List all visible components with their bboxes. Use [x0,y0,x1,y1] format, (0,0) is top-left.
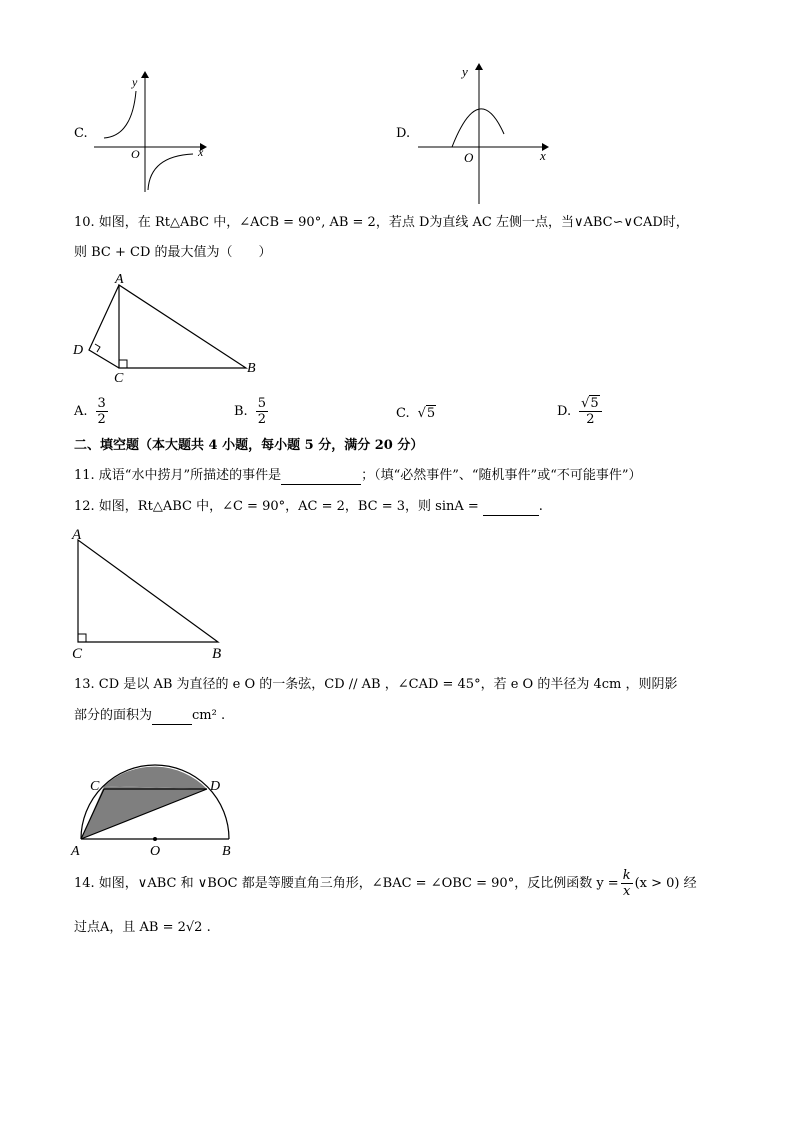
sqrt: √5 [417,406,436,421]
x-axis-label: x [540,148,546,163]
label-d: D [210,779,221,794]
label-a: A [71,844,80,859]
origin-label: O [464,150,474,165]
q10-figure [70,272,270,384]
q13-line2: 部分的面积为 cm² . [74,708,226,723]
label-a: A [115,272,124,287]
option-c-graph [88,66,218,196]
triangle-cad [89,285,119,368]
option-c-label: C. [74,126,88,141]
fraction: $\frac{√5}{2}$ [579,396,602,427]
q12-figure [66,524,236,664]
q10-option-a[interactable]: A. $\frac{3}{2}$ [74,396,106,427]
q10-option-c[interactable]: C. √5 [396,406,436,421]
q13-figure [66,760,246,860]
section-heading: 二、填空题（本大题共 4 小题，每小题 5 分，满分 20 分） [74,438,424,453]
q10-line1: 10. 如图，在 Rt△ABC 中，∠ACB = 90°, AB = 2，若点 D为直线 AC 左侧一点，当∨ABC∽∨CAD时， [74,215,689,230]
center-o [153,837,157,841]
label-b: B [222,844,231,859]
triangle-abc [119,285,246,368]
fraction: $\frac{k}{x}$ [622,868,631,899]
option-d-label: D. [396,126,411,141]
q10-option-d[interactable]: D. $\frac{√5}{2}$ [557,396,602,427]
q14-line1: 14. 如图，∨ABC 和 ∨BOC 都是等腰直角三角形，∠BAC = ∠OBC = 90°，反比例函数 y = $\frac{k}{x}$ (x > 0) 经 [74,868,697,899]
label-b: B [247,361,256,376]
q14-line2: 过点A，且 AB = 2√2 . [74,920,211,935]
y-axis-label: y [462,64,468,79]
q10-line2: 则 BC + CD 的最大值为（ ） [74,245,272,260]
parabola [452,109,504,147]
y-axis-label: y [132,75,138,89]
label-c: C [114,371,124,384]
sqrt: √5 [579,396,602,412]
q10-option-b[interactable]: B. $\frac{5}{2}$ [234,396,266,427]
q11: 11. 成语“水中捞月”所描述的事件是 ；（填“必然事件”、“随机事件”或“不可能事件”） [74,468,642,483]
right-angle-c [78,634,86,642]
label-d: D [73,343,84,358]
origin-label: O [131,147,140,161]
label-c: C [72,646,83,662]
label-a: A [72,527,82,543]
answer-blank[interactable] [281,470,361,485]
fraction: $\frac{5}{2}$ [257,396,266,427]
label-b: B [212,646,222,662]
curve-left [104,91,136,138]
q13-line1: 13. CD 是以 AB 为直径的 e O 的一条弦，CD // AB ，∠CAD = 45°，若 e O 的半径为 4cm ，则阴影 [74,677,678,692]
option-d-graph [412,58,557,208]
label-o: O [150,844,161,859]
answer-blank[interactable] [152,710,192,725]
answer-blank[interactable] [483,501,539,516]
triangle-abc [78,540,218,642]
fraction: $\frac{3}{2}$ [97,396,106,427]
curve-right [148,154,193,190]
x-axis-label: x [198,145,204,159]
right-angle-d [95,344,100,352]
shaded-segment [104,767,207,789]
right-angle-c [119,360,127,368]
q12: 12. 如图，Rt△ABC 中，∠C = 90°，AC = 2，BC = 3，则 sinA = . [74,499,543,514]
label-c: C [90,779,100,794]
